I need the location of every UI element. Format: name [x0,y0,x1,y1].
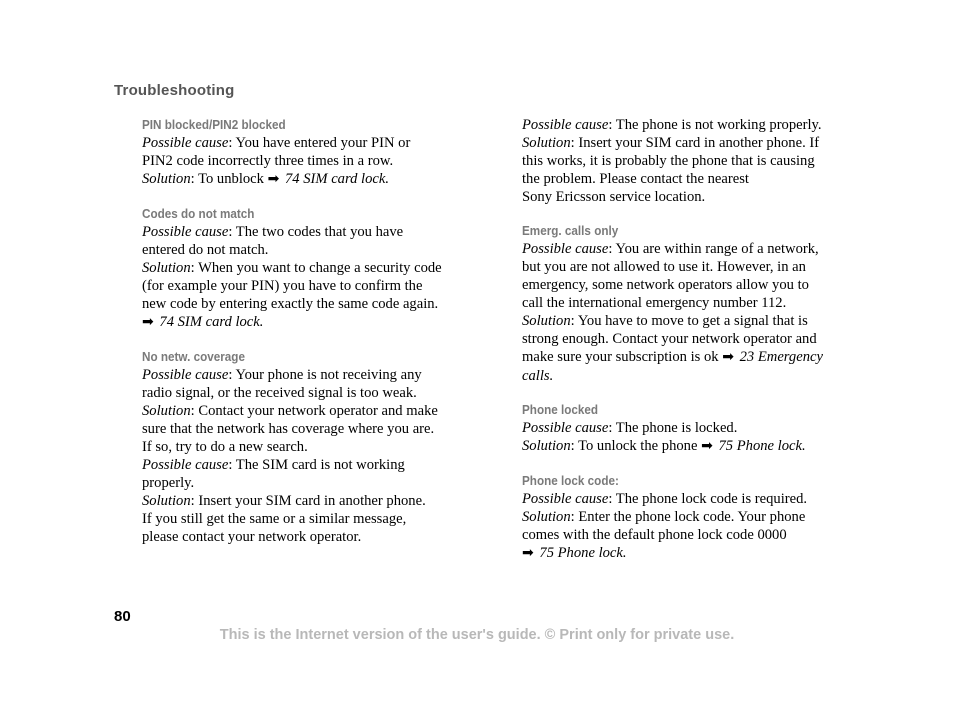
cross-reference-link-continued[interactable]: calls. [522,368,554,384]
emergency-calls-only-block: Emerg. calls only Possible cause: You are within range of a network, but you are not allowed to use it. However, in an emergency, some network operators allow you to call the international emergency number 112. Solution: You have to move to get a signal that is strong enough. Contact your network operator and make sure your subscription is ok ➡ 23 Emergency calls. [522,222,862,385]
cross-reference-link[interactable]: 74 SIM card lock. [285,171,390,187]
no-network-coverage-heading: No netw. coverage [142,349,245,364]
page-number: 80 [114,608,131,625]
cross-reference-link[interactable]: 75 Phone lock. [539,545,627,561]
arrow-right-icon: ➡ [701,439,713,454]
right-column [522,116,862,579]
cross-reference-link[interactable]: 74 SIM card lock. [159,314,264,330]
phone-lock-code-heading: Phone lock code: [522,473,619,488]
no-network-coverage-block: No netw. coverage Possible cause: Your phone is not receiving any radio signal, or the received signal is too weak. Solution: Contact your network operator and make sure that the network has coverage where you are. If so, try to do a new search. Possible cause: The SIM card is not working properly. Solution: Insert your SIM card in another phone. If you still get the same or a similar message, please contact your network operator. [142,348,478,546]
phone-lock-code-block: Phone lock code: Possible cause: The phone lock code is required. Solution: Enter the phone lock code. Your phone comes with the default phone lock code 0000 ➡ 75 Phone lock. [522,472,862,563]
arrow-right-icon: ➡ [267,172,280,187]
pin-blocked-heading: PIN blocked/PIN2 blocked [142,117,286,132]
pin-blocked-block: PIN blocked/PIN2 blocked Possible cause: You have entered your PIN or PIN2 code incorrectly three times in a row. Solution: To unblock ➡ 74 SIM card lock. [142,116,478,189]
cross-reference-link[interactable]: 75 Phone lock. [718,438,806,454]
phone-not-working-block: Possible cause: The phone is not working properly. Solution: Insert your SIM card in another phone. If this works, it is probably the phone that is causing the problem. Please contact the nearest Sony Ericsson service location. [522,117,822,205]
section-title: Troubleshooting [114,82,235,99]
cross-reference-link[interactable]: 23 Emergency [739,349,823,365]
codes-do-not-match-block: Codes do not match Possible cause: The two codes that you have entered do not match. Solution: When you want to change a security code (for example your PIN) you have to confirm the new code by entering exactly the same code again. ➡ 74 SIM card lock. [142,205,478,332]
left-column [142,116,478,562]
phone-locked-block: Phone locked Possible cause: The phone is locked. Solution: To unlock the phone ➡ 75 Phone lock. [522,401,862,456]
cause-label: Possible cause [142,135,229,151]
emergency-calls-only-heading: Emerg. calls only [522,223,619,238]
arrow-right-icon: ➡ [142,315,154,330]
arrow-right-icon: ➡ [722,350,734,365]
phone-locked-heading: Phone locked [522,402,599,417]
solution-label: Solution [142,171,191,187]
arrow-right-icon: ➡ [522,546,534,561]
footer-notice: This is the Internet version of the user's guide. © Print only for private use. [219,627,735,643]
codes-do-not-match-heading: Codes do not match [142,206,255,221]
